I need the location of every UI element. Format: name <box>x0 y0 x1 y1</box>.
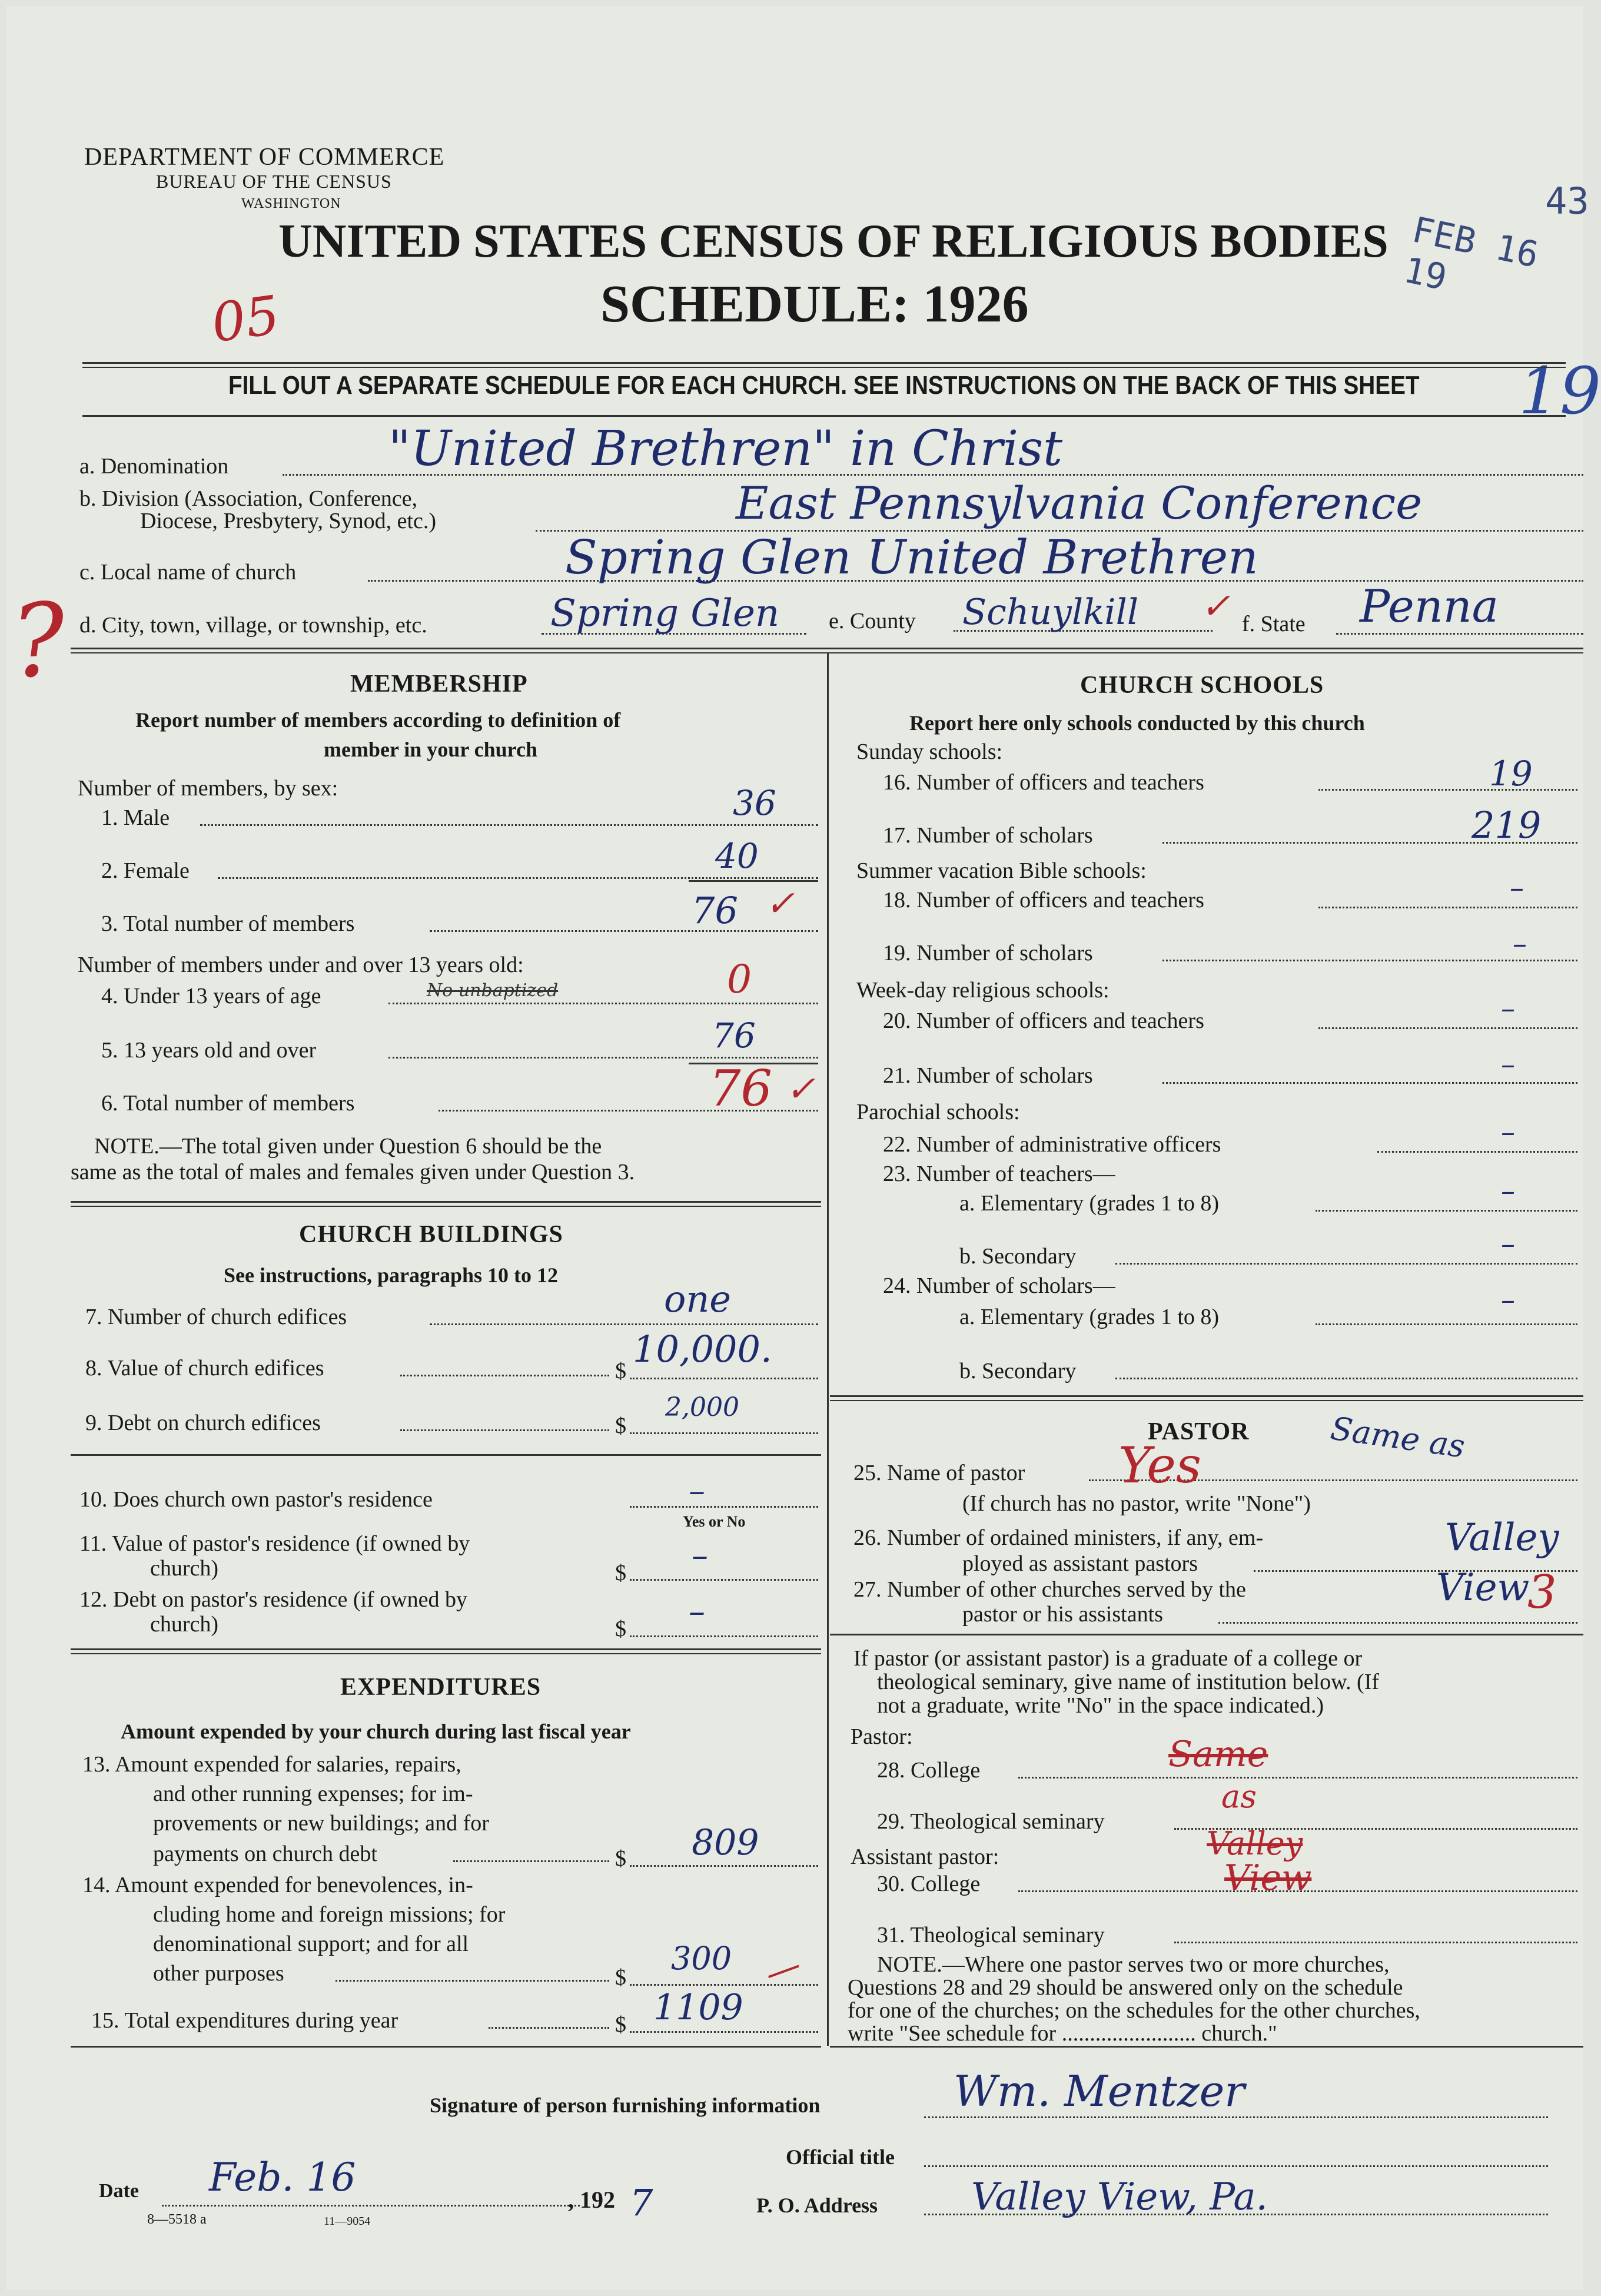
q22-label: 22. Number of administrative officers <box>883 1132 1221 1157</box>
membership-subheading-1: Report number of members according to definition of <box>135 708 621 732</box>
total-check: ✓ <box>765 883 795 924</box>
total-6-check: ✓ <box>786 1069 816 1110</box>
q12-label-2: church) <box>150 1612 219 1637</box>
city-label: d. City, town, village, or township, etc. <box>79 613 427 638</box>
pastor-note-1: NOTE.—Where one pastor serves two or more churches, <box>877 1952 1390 1977</box>
q18-value[interactable]: – <box>1510 871 1524 904</box>
year-value[interactable]: 7 <box>630 2181 653 2224</box>
female-value[interactable]: 40 <box>715 836 759 876</box>
schools-heading: CHURCH SCHOOLS <box>1080 672 1324 699</box>
q13-line-1: 13. Amount expended for salaries, repairs, <box>82 1752 461 1777</box>
po-address-value[interactable]: Valley View, Pa. <box>971 2175 1268 2219</box>
q18-label: 18. Number of officers and teachers <box>883 888 1204 913</box>
male-value[interactable]: 36 <box>733 783 776 823</box>
q24a-label: a. Elementary (grades 1 to 8) <box>959 1305 1220 1329</box>
q24-label: 24. Number of scholars— <box>883 1273 1115 1298</box>
q27-red-number: 3 <box>1527 1566 1557 1619</box>
struck-out-text: No unbaptized <box>427 980 559 1001</box>
q14-value[interactable]: 300 <box>671 1940 732 1977</box>
q12-dollar: $ <box>615 1617 626 1641</box>
q8-dollar: $ <box>615 1359 626 1383</box>
q15-value[interactable]: 1109 <box>653 1987 743 2028</box>
q14-line-1: 14. Amount expended for benevolences, in- <box>82 1873 473 1897</box>
division-value[interactable]: East Pennsylvania Conference <box>736 477 1423 529</box>
q20-value[interactable]: – <box>1501 992 1515 1025</box>
q9-dollar: $ <box>615 1414 626 1438</box>
q19-value[interactable]: – <box>1513 927 1527 960</box>
under-13-value[interactable]: 0 <box>727 957 752 1002</box>
pastor-heading: PASTOR <box>1148 1418 1250 1445</box>
census-schedule-page <box>6 6 1601 2290</box>
q14-red-line: — <box>759 1943 807 1995</box>
total-6-label: 6. Total number of members <box>101 1091 355 1116</box>
county-check: ✓ <box>1201 586 1231 627</box>
q22-value[interactable]: – <box>1501 1116 1515 1149</box>
q11-label-2: church) <box>150 1556 219 1581</box>
q13-line-2: and other running expenses; for im- <box>153 1781 473 1806</box>
local-name-value[interactable]: Spring Glen United Brethren <box>565 530 1258 585</box>
q14-dollar: $ <box>615 1965 626 1990</box>
q23-label: 23. Number of teachers— <box>883 1162 1115 1186</box>
print-number: 11—9054 <box>324 2215 371 2228</box>
signature-label: Signature of person furnishing information <box>430 2093 821 2117</box>
county-label: e. County <box>829 609 916 633</box>
total-members-value[interactable]: 76 <box>692 889 738 932</box>
denomination-value[interactable]: "United Brethren" in Christ <box>388 421 1063 477</box>
over-13-value[interactable]: 76 <box>712 1016 756 1056</box>
pastor-note-2: Questions 28 and 29 should be answered only on the schedule <box>848 1975 1403 2000</box>
summer-schools-label: Summer vacation Bible schools: <box>856 858 1147 883</box>
q7-value[interactable]: one <box>664 1278 731 1320</box>
q26-value[interactable]: Valley <box>1445 1516 1559 1560</box>
form-title: UNITED STATES CENSUS OF RELIGIOUS BODIES <box>278 215 1389 267</box>
division-label-2: Diocese, Presbytery, Synod, etc.) <box>140 509 437 533</box>
assistant-pastor-label: Assistant pastor: <box>851 1844 999 1869</box>
q23a-value[interactable]: – <box>1501 1174 1515 1207</box>
q26-label-2: ployed as assistant pastors <box>962 1551 1198 1576</box>
q11-value[interactable]: – <box>692 1537 708 1575</box>
state-label: f. State <box>1242 612 1306 636</box>
form-number: 8—5518 a <box>147 2212 207 2227</box>
q21-value[interactable]: – <box>1501 1048 1515 1081</box>
schedule-title: SCHEDULE: 1926 <box>600 275 1029 333</box>
q12-value[interactable]: – <box>689 1592 705 1631</box>
year-label: , 192 <box>568 2186 615 2213</box>
q14-line-3: denominational support; and for all <box>153 1932 469 1956</box>
pastor-subsection-label: Pastor: <box>851 1724 913 1749</box>
bureau-name: BUREAU OF THE CENSUS <box>156 171 392 192</box>
q14-line-2: cluding home and foreign missions; for <box>153 1902 506 1927</box>
q10-value[interactable]: – <box>689 1472 705 1510</box>
q21-label: 21. Number of scholars <box>883 1063 1093 1088</box>
membership-note-2: same as the total of males and females given under Question 3. <box>71 1160 635 1185</box>
q25-label: 25. Name of pastor <box>853 1461 1025 1485</box>
graduate-instruction-1: If pastor (or assistant pastor) is a graduate of a college or <box>853 1646 1363 1671</box>
graduate-instruction-3: not a graduate, write "No" in the space indicated.) <box>877 1693 1324 1718</box>
expenditures-subheading: Amount expended by your church during last fiscal year <box>121 1720 631 1743</box>
q13-value[interactable]: 809 <box>692 1822 759 1863</box>
q30-value[interactable]: View <box>1224 1857 1312 1899</box>
parochial-schools-label: Parochial schools: <box>856 1100 1020 1124</box>
department-name: DEPARTMENT OF COMMERCE <box>84 144 445 171</box>
received-date-stamp: FEB 16 19 <box>1400 209 1542 299</box>
q28-label: 28. College <box>877 1758 981 1783</box>
q26-label-1: 26. Number of ordained ministers, if any, em- <box>853 1525 1264 1550</box>
q9-value[interactable]: 2,000 <box>665 1392 739 1422</box>
q29-value[interactable]: as <box>1221 1778 1257 1815</box>
q24a-value[interactable]: – <box>1501 1283 1515 1316</box>
red-yes-note: Yes <box>1118 1436 1201 1494</box>
date-label: Date <box>99 2180 139 2202</box>
membership-subheading-2: member in your church <box>324 738 538 761</box>
q23a-label: a. Elementary (grades 1 to 8) <box>959 1191 1220 1216</box>
buildings-heading: CHURCH BUILDINGS <box>299 1221 563 1248</box>
buildings-subheading: See instructions, paragraphs 10 to 12 <box>224 1263 559 1287</box>
q17-label: 17. Number of scholars <box>883 823 1093 848</box>
expenditures-heading: EXPENDITURES <box>340 1674 542 1701</box>
female-label: 2. Female <box>101 858 190 883</box>
state-value[interactable]: Penna <box>1360 580 1499 632</box>
q15-label: 15. Total expenditures during year <box>91 2008 398 2033</box>
members-by-sex-label: Number of members, by sex: <box>78 776 338 801</box>
handwritten-number: 19 <box>1519 353 1601 429</box>
q7-label: 7. Number of church edifices <box>85 1305 347 1329</box>
q28-value[interactable]: Same <box>1168 1734 1268 1775</box>
q10-label: 10. Does church own pastor's residence <box>79 1487 433 1512</box>
age-breakdown-label: Number of members under and over 13 years old: <box>78 953 524 977</box>
q31-label: 31. Theological seminary <box>877 1923 1105 1947</box>
po-address-label: P. O. Address <box>756 2194 878 2217</box>
q20-label: 20. Number of officers and teachers <box>883 1008 1204 1033</box>
pastor-note-3: for one of the churches; on the schedules for the other churches, <box>848 1998 1420 2023</box>
stamp-number: 43 <box>1545 180 1589 223</box>
pastor-note-4: write "See schedule for ........................ church." <box>848 2021 1277 2046</box>
instruction-banner: FILL OUT A SEPARATE SCHEDULE FOR EACH CHURCH. SEE INSTRUCTIONS ON THE BACK OF THIS SHEET <box>228 371 1420 400</box>
q27-label-1: 27. Number of other churches served by the <box>853 1577 1246 1602</box>
weekday-schools-label: Week-day religious schools: <box>856 978 1110 1003</box>
red-check-mark: ? <box>8 581 69 701</box>
date-value[interactable]: Feb. 16 <box>209 2155 356 2200</box>
yes-no-hint: Yes or No <box>683 1513 746 1530</box>
q9-label: 9. Debt on church edifices <box>85 1411 321 1435</box>
q23b-label: b. Secondary <box>959 1244 1077 1269</box>
q24b-label: b. Secondary <box>959 1359 1077 1383</box>
q16-value[interactable]: 19 <box>1489 754 1533 794</box>
q19-label: 19. Number of scholars <box>883 941 1093 965</box>
division-label-1: b. Division (Association, Conference, <box>79 486 418 511</box>
q30-label: 30. College <box>877 1872 981 1896</box>
local-name-label: c. Local name of church <box>79 560 297 585</box>
membership-note-1: NOTE.—The total given under Question 6 should be the <box>94 1134 602 1159</box>
county-value[interactable]: Schuylkill <box>962 592 1139 633</box>
q16-label: 16. Number of officers and teachers <box>883 770 1204 795</box>
under-13-label: 4. Under 13 years of age <box>101 984 321 1008</box>
q13-line-4: payments on church debt <box>153 1842 377 1866</box>
q8-label: 8. Value of church edifices <box>85 1356 324 1381</box>
q25-value[interactable]: Same as <box>1328 1409 1467 1465</box>
q23b-value[interactable]: – <box>1501 1227 1515 1260</box>
q27-value[interactable]: View <box>1436 1566 1530 1610</box>
schools-subheading: Report here only schools conducted by this church <box>909 711 1365 735</box>
q12-label-1: 12. Debt on pastor's residence (if owned by <box>79 1587 468 1612</box>
total-members-label: 3. Total number of members <box>101 911 355 936</box>
handwritten-code: 05 <box>208 284 284 355</box>
q29-label: 29. Theological seminary <box>877 1809 1105 1834</box>
q11-dollar: $ <box>615 1561 626 1585</box>
q29-extra-value: Valley <box>1207 1825 1303 1862</box>
city-value[interactable]: Spring Glen <box>550 592 780 635</box>
q8-value[interactable]: 10,000. <box>633 1328 772 1371</box>
q17-value[interactable]: 219 <box>1472 804 1542 847</box>
over-13-label: 5. 13 years old and over <box>101 1038 317 1063</box>
q13-dollar: $ <box>615 1846 626 1871</box>
total-6-value[interactable]: 76 <box>709 1060 772 1117</box>
q15-dollar: $ <box>615 2012 626 2037</box>
denomination-label: a. Denomination <box>79 454 229 479</box>
male-label: 1. Male <box>101 805 170 830</box>
sunday-schools-label: Sunday schools: <box>856 739 1003 764</box>
q27-label-2: pastor or his assistants <box>962 1602 1163 1627</box>
signature-value[interactable]: Wm. Mentzer <box>954 2066 1245 2116</box>
official-title-label: Official title <box>786 2145 895 2169</box>
graduate-instruction-2: theological seminary, give name of institution below. (If <box>877 1670 1380 1694</box>
q13-line-3: provements or new buildings; and for <box>153 1811 489 1836</box>
city-name: WASHINGTON <box>241 196 341 211</box>
membership-heading: MEMBERSHIP <box>350 671 528 698</box>
q14-line-4: other purposes <box>153 1961 284 1986</box>
q25-note: (If church has no pastor, write "None") <box>962 1491 1311 1516</box>
q11-label-1: 11. Value of pastor's residence (if owned by <box>79 1531 470 1556</box>
